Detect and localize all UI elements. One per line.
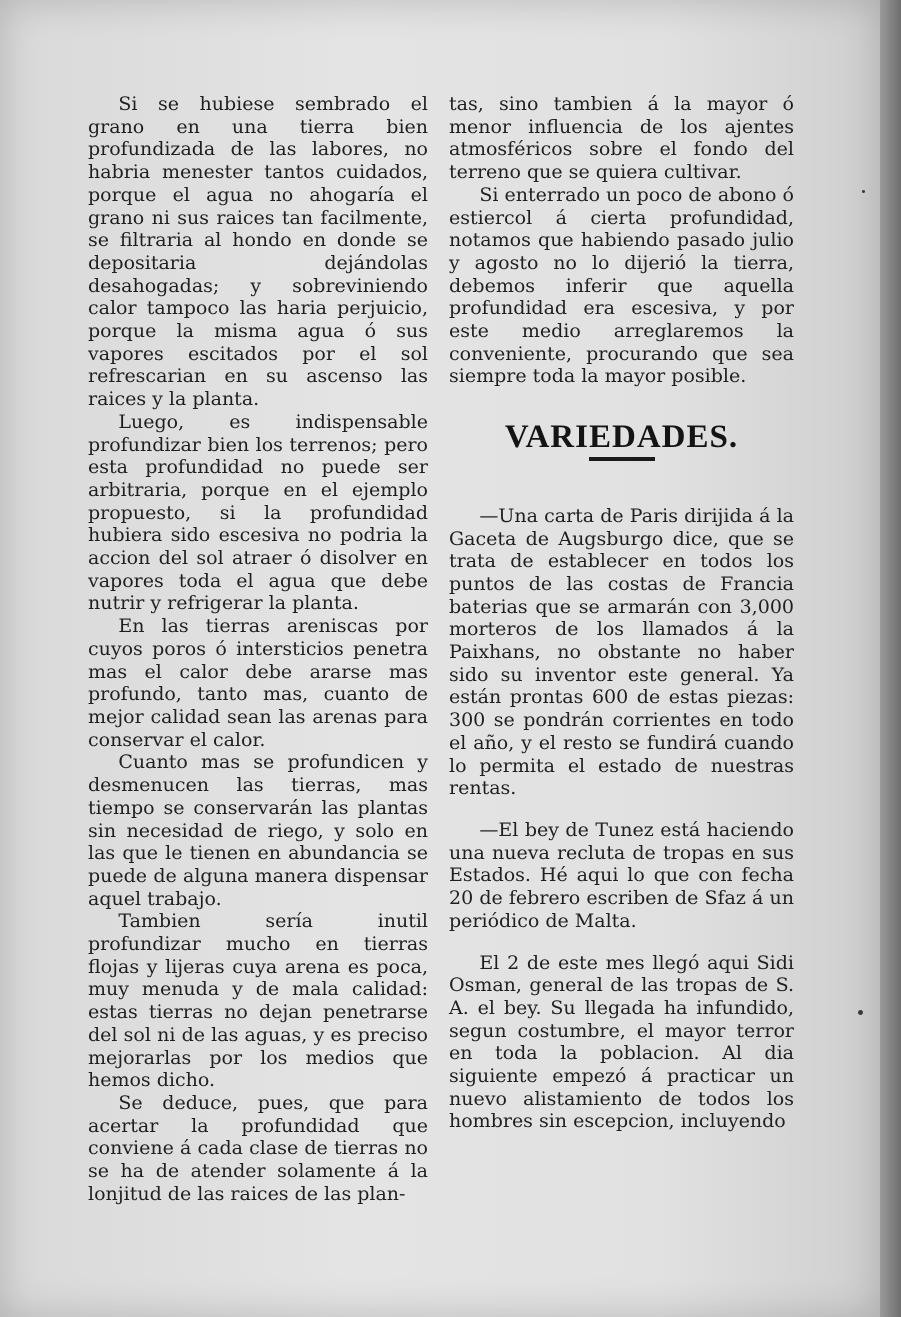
paragraph-desmenucen: Cuanto mas se profundicen y desmenucen las tierras, mas tiempo se conservarán las plantas sin necesidad de riego, y solo en las que le tienen en abundancia se puede de alguna manera dispensar aquel trabajo. <box>88 751 428 910</box>
paragraph-se-deduce: Se deduce, pues, que para acertar la profundidad que conviene á cada clase de tierras no se ha de atender solamente á la lonjitud de las raices de las plan- <box>88 1091 428 1205</box>
right-column <box>449 93 794 1133</box>
paragraph-tierras-flojas: Tambien sería inutil profundizar mucho en tierras flojas y lijeras cuya arena es poca, muy menuda y de mala calidad: estas tierras no dejan penetrarse del sol ni de las aguas, y es preciso mejorarlas por los medios que hemos dicho. <box>88 910 428 1092</box>
page-edge <box>880 0 901 1317</box>
paragraph-gap <box>449 933 794 952</box>
paragraph-abono: Si enterrado un poco de abono ó estiercol á cierta profundidad, notamos que habiendo pasado julio y agosto no lo dijerió la tierra, debemos inferir que aquella profundidad era escesiva, y por este medio arreglaremos la conveniente, procurando que sea siempre toda la mayor posible. <box>449 183 794 388</box>
paragraph-areniscas: En las tierras areniscas por cuyos poros ó intersticios penetra mas el calor debe ararse mas profundo, tanto mas, cuanto de mejor calidad sean las arenas para conservar el calor. <box>88 615 428 751</box>
heading-rule <box>589 457 655 461</box>
ink-speck <box>862 190 865 193</box>
paragraph-continuation: tas, sino tambien á la mayor ó menor influencia de los ajentes atmosféricos sobre el fondo del terreno que se quiera cultivar. <box>449 93 794 184</box>
news-tunez: —El bey de Tunez está haciendo una nueva recluta de tropas en sus Estados. Hé aqui lo que con fecha 20 de febrero escriben de Sfaz á un periódico de Malta. <box>449 818 794 932</box>
left-column <box>88 93 428 1205</box>
paragraph-sembrado: Si se hubiese sembrado el grano en una tierra bien profundizada de las labores, no habria menester tantos cuidados, porque el agua no ahogaría el grano ni sus raices tan facilmente, se filtraria al hondo en donde se depositaria dejándolas desahogadas; y sobreviniendo calor tampoco las haria perjuicio, porque la misma agua ó sus vapores escitados por el sol refrescarian en su ascenso las raices y la planta. <box>88 93 428 411</box>
paragraph-gap <box>449 800 794 819</box>
news-sidi-osman: El 2 de este mes llegó aqui Sidi Osman, general de las tropas de S. A. el bey. Su llegada ha infundido, segun costumbre, el mayor terror en toda la poblacion. Al dia siguiente empezó á practicar un nuevo alistamiento de todos los hombres sin escepcion, incluyendo <box>449 951 794 1133</box>
paragraph-profundizar: Luego, es indispensable profundizar bien los terrenos; pero esta profundidad no puede ser arbitraria, porque en el ejemplo propuesto, si la profundidad hubiera sido escesiva no podria la accion del sol atraer ó disolver en vapores toda el agua que debe nutrir y refrigerar la planta. <box>88 410 428 615</box>
ink-speck <box>858 1010 863 1015</box>
section-heading: VARIEDADES. <box>504 419 739 456</box>
news-paris: —Una carta de Paris dirijida á la Gaceta de Augsburgo dice, que se trata de establecer en todos los puntos de las costas de Francia baterias que se armarán con 3,000 morteros de los llamados á la Paixhans, no obstante no haber sido su inventor este general. Ya están prontas 600 de estas piezas: 300 se pondrán corrientes en todo el año, y el resto se fundirá cuando lo permita el estado de nuestras rentas. <box>449 504 794 800</box>
